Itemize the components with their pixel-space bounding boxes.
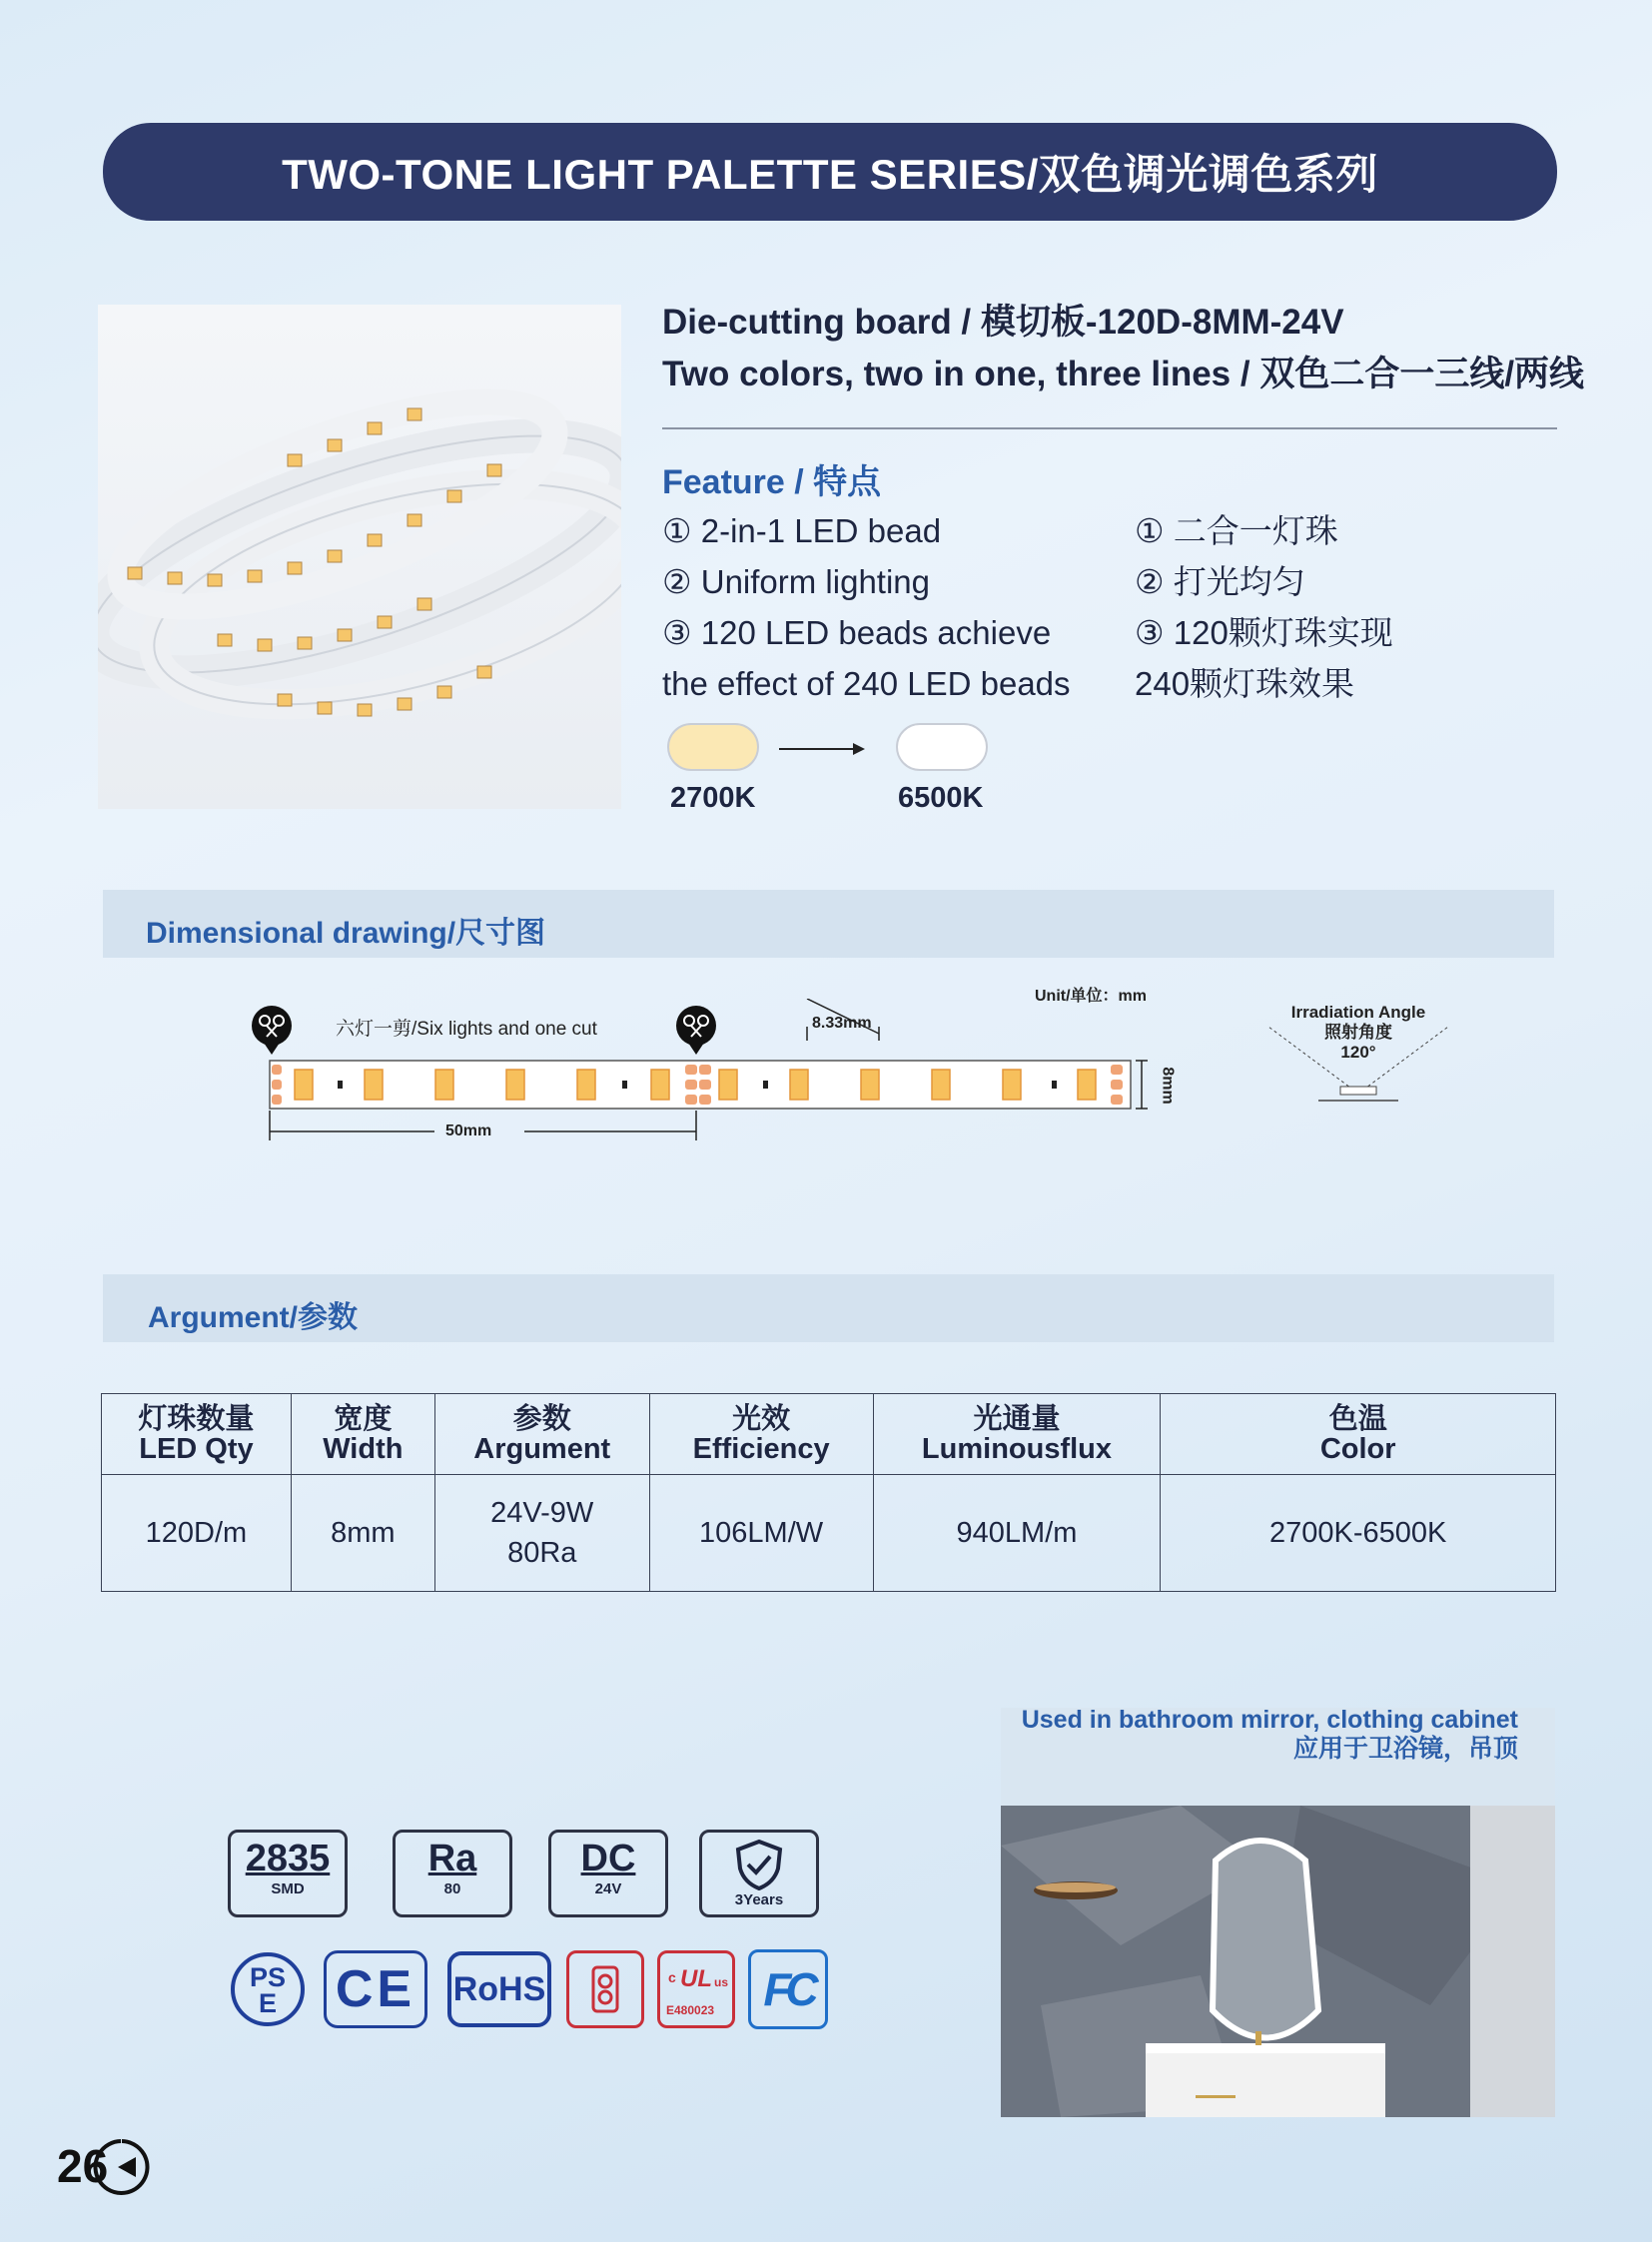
table-header-row (102, 1394, 1556, 1475)
badge-warranty: 3Years (699, 1830, 819, 1917)
feature-item: the effect of 240 LED beads (662, 665, 1071, 702)
badge-dc: DC 24V (548, 1830, 668, 1917)
arrow-right-icon (777, 737, 867, 761)
page-arrow-icon (92, 2137, 152, 2197)
safety-mark-logo (565, 1949, 645, 2029)
cell-efficiency: 106LM/W (649, 1475, 873, 1592)
feature-item: ③ 120颗灯珠实现 (1135, 614, 1393, 651)
bathroom-scene-image (1001, 1806, 1555, 2117)
divider (662, 427, 1557, 429)
angle-value: 120° (1340, 1043, 1376, 1062)
cell-color: 2700K-6500K (1161, 1475, 1556, 1592)
segment-label: 50mm (445, 1122, 492, 1139)
cut-label: 六灯一剪/Six lights and one cut (336, 1019, 597, 1040)
feature-item: ② Uniform lighting (662, 563, 931, 600)
spec-table (101, 1393, 1556, 1592)
feature-item: ① 2-in-1 LED bead (662, 512, 942, 549)
width-label: 8mm (1159, 1067, 1177, 1105)
cell-width: 8mm (291, 1475, 434, 1592)
cell-argument: 24V-9W 80Ra (434, 1475, 649, 1592)
dimension-heading: Dimensional drawing/尺寸图 (146, 917, 546, 950)
shield-check-icon (732, 1839, 786, 1890)
pse-logo: PS E (228, 1949, 308, 2029)
bathroom-mirror-illustration (1001, 1806, 1555, 2117)
beam-angle-diagram (1258, 1019, 1458, 1109)
badge-ra: Ra 80 (393, 1830, 512, 1917)
cool-color-swatch (896, 723, 988, 771)
feature-list-zh (1135, 505, 1393, 709)
usage-en: Used in bathroom mirror, clothing cabinet (1021, 1706, 1518, 1734)
angle-title: Irradiation Angle (1290, 1003, 1426, 1022)
product-photo (98, 305, 621, 809)
feature-list-en (662, 505, 1071, 709)
header-color: 色温 Color (1161, 1394, 1556, 1475)
unit-label: Unit/单位：mm (1035, 988, 1148, 1005)
header-led-qty: 灯珠数量 LED Qty (102, 1394, 292, 1475)
angle-title-zh: 照射角度 (1324, 1023, 1392, 1042)
header-argument: 参数 Argument (434, 1394, 649, 1475)
page-number: 26 (57, 2140, 109, 2192)
table-row (102, 1475, 1556, 1592)
product-model: Die-cutting board / 模切板-120D-8MM-24V (662, 303, 1344, 342)
cell-led-qty: 120D/m (102, 1475, 292, 1592)
safety-seal-icon (585, 1963, 625, 2015)
scissors-icon (252, 1006, 292, 1055)
usage-caption (899, 1706, 1518, 1764)
strip-drawing (250, 999, 1169, 1148)
feature-item: ③ 120 LED beads achieve (662, 614, 1052, 651)
scissors-icon (676, 1006, 716, 1055)
product-subtitle: Two colors, two in one, three lines / 双色二合一三线/两线 (662, 355, 1585, 393)
series-title: TWO-TONE LIGHT PALETTE SERIES/双色调光调色系列 (282, 151, 1378, 198)
header-width: 宽度 Width (291, 1394, 434, 1475)
argument-heading: Argument/参数 (148, 1301, 358, 1334)
header-luminous-flux: 光通量 Luminousflux (873, 1394, 1161, 1475)
product-title (662, 297, 1584, 400)
feature-heading: Feature / 特点 (662, 463, 882, 501)
cell-luminous-flux: 940LM/m (873, 1475, 1161, 1592)
series-banner (103, 123, 1557, 221)
badge-smd: 2835 SMD (228, 1830, 348, 1917)
ce-logo: CE (322, 1949, 429, 2029)
ul-logo: c UL us E480023 (656, 1949, 736, 2029)
feature-item: 240颗灯珠效果 (1135, 665, 1355, 702)
feature-item: ② 打光均匀 (1135, 563, 1305, 600)
led-strip-coil-image (98, 305, 621, 809)
usage-zh: 应用于卫浴镜，吊顶 (1292, 1735, 1518, 1763)
rohs-logo: RoHS (446, 1949, 552, 2029)
warm-color-swatch (667, 723, 759, 771)
pitch-label: 8.33mm (812, 1015, 872, 1032)
temp-from-label: 2700K (670, 782, 756, 814)
temp-to-label: 6500K (898, 782, 984, 814)
header-efficiency: 光效 Efficiency (649, 1394, 873, 1475)
feature-item: ① 二合一灯珠 (1135, 512, 1338, 549)
fcc-logo: FC (747, 1949, 829, 2029)
